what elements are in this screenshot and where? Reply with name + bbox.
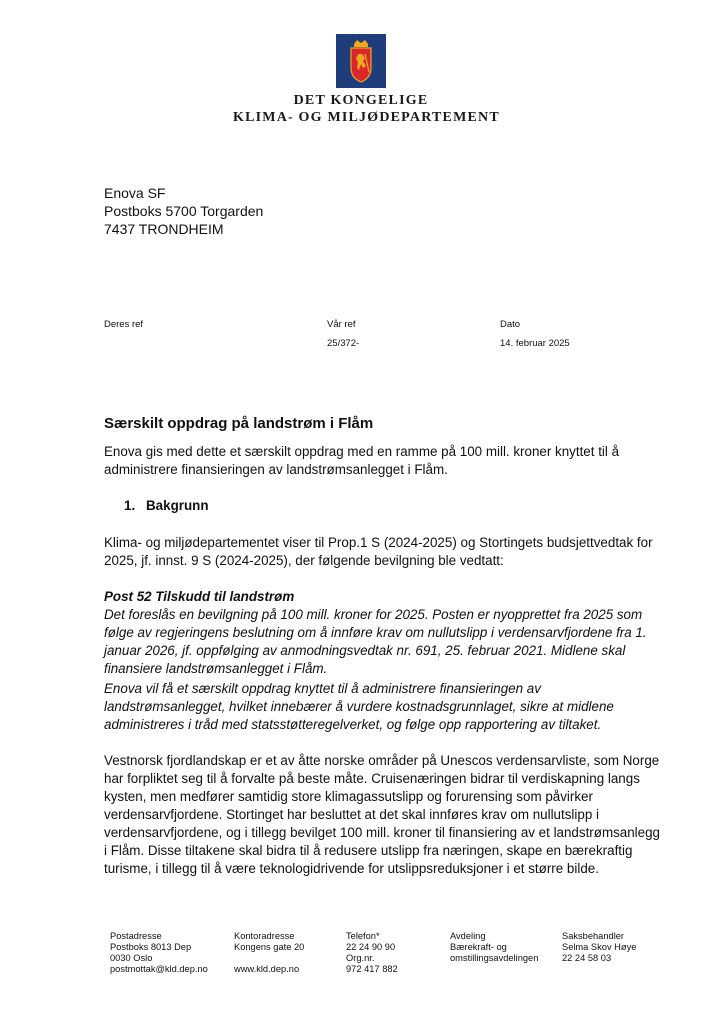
recipient-name: Enova SF	[104, 185, 166, 201]
var-ref-label: Vår ref	[327, 319, 356, 330]
ministry-name-line2: KLIMA- OG MILJØDEPARTEMENT	[233, 110, 500, 125]
coat-of-arms-icon	[336, 34, 386, 88]
footer-dept-label: Avdeling	[450, 931, 486, 941]
intro-paragraph: Enova gis med dette et særskilt oppdrag med en ramme på 100 mill. kroner knyttet til å administrere finansieringen av landstrømsanlegget i Flåm.	[104, 444, 620, 477]
recipient-address	[104, 184, 263, 238]
ministry-name-line1: DET KONGELIGE	[293, 93, 429, 108]
post-title: Post 52 Tilskudd til landstrøm	[104, 589, 295, 604]
date-label: Dato	[500, 319, 521, 330]
footer-dept-line1: Bærekraft- og	[450, 942, 507, 952]
footer-website[interactable]: www.kld.dep.no	[234, 964, 300, 974]
post-text-2: Enova vil få et særskilt oppdrag knyttet til å administrere finansieringen av landstrømsanlegget, hvilket innebærer å vurdere kostnadsgrunnlaget, sikre at midlene administreres i tråd med statsstøtteregelverket, og følge opp rapportering av tiltaket.	[104, 681, 614, 732]
recipient-postbox: Postboks 5700 Torgarden	[104, 203, 264, 219]
footer-post-line2: 0030 Oslo	[110, 953, 153, 963]
footer-phone	[346, 931, 398, 975]
footer-handler	[562, 931, 636, 964]
post-text-1: Det foreslås en bevilgning på 100 mill. kroner for 2025. Posten er nyopprettet fra 2025 som følge av regjeringens beslutning om å innføre krav om nullutslipp i verdensarvfjordene fra 1. januar 2026, jf. oppfølging av anmodningsvedtak nr. 691, 25. februar 2021. Midlene skal finansiere landstrømsanlegget i Flåm.	[104, 607, 647, 676]
footer-phone-number: 22 24 90 90	[346, 942, 396, 952]
footer-office	[234, 931, 304, 975]
footer-dept	[450, 931, 538, 964]
footer-post-line1: Postboks 8013 Dep	[110, 942, 192, 952]
background-paragraph: Klima- og miljødepartementet viser til Prop.1 S (2024-2025) og Stortingets budsjettvedtak for 2025, jf. innst. 9 S (2024-2025), der følgende bevilgning ble vedtatt:	[104, 535, 653, 568]
footer-orgnr-label: Org.nr.	[346, 953, 375, 963]
deres-ref-label: Deres ref	[104, 319, 144, 330]
footer-email[interactable]: postmottak@kld.dep.no	[110, 964, 208, 974]
footer-dept-line2: omstillingsavdelingen	[450, 953, 539, 963]
footer-office-label: Kontoradresse	[234, 931, 295, 941]
section-heading	[124, 498, 209, 513]
date-value: 14. februar 2025	[500, 338, 570, 349]
closing-paragraph: Vestnorsk fjordlandskap er et av åtte norske områder på Unescos verdensarvliste, som Norge har forpliktet seg til å forvalte på beste måte. Cruisenæringen bidrar til verdiskapning langs kysten, men medfører samtidig store klimagassutslipp og forurensing som påvirker verdensarvfjordene. Stortinget har besluttet at det skal innføres krav om nullutslipp i verdensarvfjordene, og i tillegg bevilget 100 mill. kroner til finansiering av et landstrømsanlegg i Flåm. Disse tiltakene skal bidra til å redusere utslipp fra næringen, skape en bærekraftig turisme, i tillegg til å være teknologidrivende for utslippsreduksjoner i et større bilde.	[104, 753, 660, 876]
section-title: Bakgrunn	[146, 498, 209, 513]
recipient-city: 7437 TRONDHEIM	[104, 221, 224, 237]
footer-post-label: Postadresse	[110, 931, 162, 941]
footer-office-line1: Kongens gate 20	[234, 942, 305, 952]
footer-handler-name: Selma Skov Høye	[562, 942, 637, 952]
footer-orgnr-value: 972 417 882	[346, 964, 398, 974]
footer-handler-phone: 22 24 58 03	[562, 953, 612, 963]
section-number: 1.	[124, 498, 136, 513]
footer-post	[110, 931, 208, 975]
letter-title: Særskilt oppdrag på landstrøm i Flåm	[104, 415, 374, 432]
var-ref-value: 25/372-	[327, 338, 360, 349]
letterhead	[233, 34, 500, 126]
footer-phone-label: Telefon*	[346, 931, 380, 941]
footer-handler-label: Saksbehandler	[562, 931, 625, 941]
